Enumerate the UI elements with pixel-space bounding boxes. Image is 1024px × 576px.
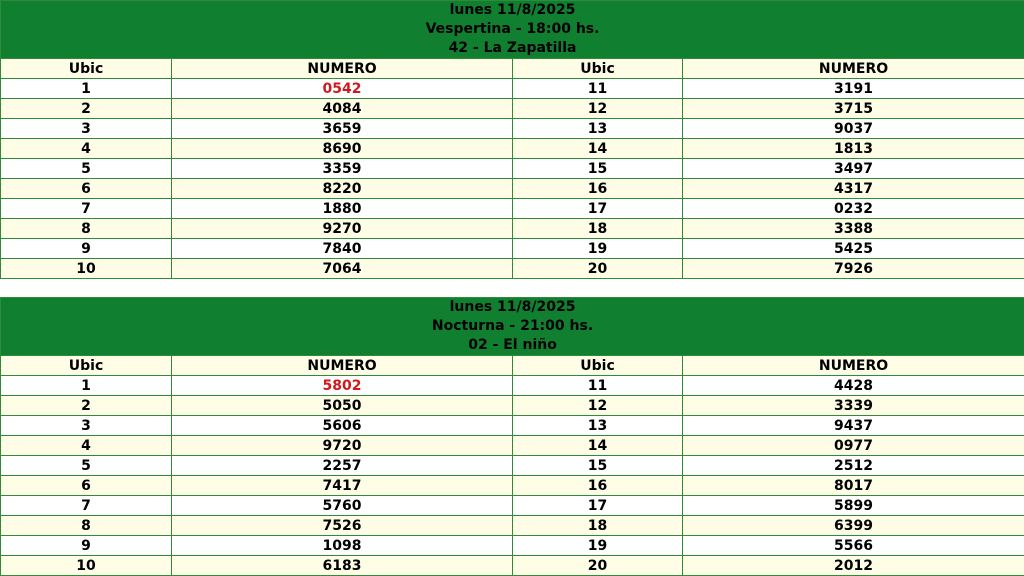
- col-ubic-right: Ubic: [513, 356, 683, 376]
- table-row: [1, 199, 1024, 219]
- numero-cell: 5425: [683, 239, 1024, 259]
- table-row: [1, 259, 1024, 279]
- numero-cell: 3388: [683, 219, 1024, 239]
- ubic-cell: 13: [513, 119, 683, 139]
- draw-date: lunes 11/8/2025: [1, 298, 1024, 317]
- numero-cell: 9720: [172, 436, 513, 456]
- column-header-row: [1, 59, 1024, 79]
- numero-cell: 9037: [683, 119, 1024, 139]
- draw-session: Nocturna - 21:00 hs.: [1, 317, 1024, 336]
- numero-cell: 6399: [683, 516, 1024, 536]
- numero-cell: 7417: [172, 476, 513, 496]
- ubic-cell: 14: [513, 436, 683, 456]
- numero-cell: 3359: [172, 159, 513, 179]
- ubic-cell: 5: [1, 456, 172, 476]
- ubic-cell: 7: [1, 496, 172, 516]
- ubic-cell: 10: [1, 556, 172, 576]
- numero-cell: 4317: [683, 179, 1024, 199]
- draw-header: [1, 298, 1024, 356]
- ubic-cell: 8: [1, 516, 172, 536]
- winning-number-cell: 5802: [172, 376, 513, 396]
- table-row: [1, 396, 1024, 416]
- numero-cell: 8220: [172, 179, 513, 199]
- numero-cell: 5050: [172, 396, 513, 416]
- ubic-cell: 15: [513, 159, 683, 179]
- ubic-cell: 19: [513, 536, 683, 556]
- numero-cell: 3715: [683, 99, 1024, 119]
- numero-cell: 3659: [172, 119, 513, 139]
- numero-cell: 1880: [172, 199, 513, 219]
- ubic-cell: 1: [1, 376, 172, 396]
- table-row: [1, 476, 1024, 496]
- numero-cell: 1098: [172, 536, 513, 556]
- ubic-cell: 5: [1, 159, 172, 179]
- numero-cell: 4084: [172, 99, 513, 119]
- numero-cell: 8690: [172, 139, 513, 159]
- table-row: [1, 179, 1024, 199]
- ubic-cell: 14: [513, 139, 683, 159]
- ubic-cell: 11: [513, 79, 683, 99]
- numero-cell: 3497: [683, 159, 1024, 179]
- ubic-cell: 1: [1, 79, 172, 99]
- numero-cell: 0977: [683, 436, 1024, 456]
- ubic-cell: 7: [1, 199, 172, 219]
- col-ubic-left: Ubic: [1, 356, 172, 376]
- draw-date: lunes 11/8/2025: [1, 1, 1024, 20]
- numero-cell: 2257: [172, 456, 513, 476]
- numero-cell: 0232: [683, 199, 1024, 219]
- numero-cell: 5566: [683, 536, 1024, 556]
- winning-number-cell: 0542: [172, 79, 513, 99]
- col-ubic-right: Ubic: [513, 59, 683, 79]
- col-numero-right: NUMERO: [683, 356, 1024, 376]
- ubic-cell: 11: [513, 376, 683, 396]
- numero-cell: 3339: [683, 396, 1024, 416]
- table-row: [1, 139, 1024, 159]
- table-row: [1, 456, 1024, 476]
- ubic-cell: 19: [513, 239, 683, 259]
- results-table: [0, 297, 1024, 576]
- table-row: [1, 536, 1024, 556]
- ubic-cell: 16: [513, 476, 683, 496]
- ubic-cell: 3: [1, 119, 172, 139]
- numero-cell: 1813: [683, 139, 1024, 159]
- ubic-cell: 6: [1, 476, 172, 496]
- numero-cell: 5606: [172, 416, 513, 436]
- draw-session: Vespertina - 18:00 hs.: [1, 20, 1024, 39]
- col-numero-left: NUMERO: [172, 59, 513, 79]
- ubic-cell: 4: [1, 436, 172, 456]
- ubic-cell: 12: [513, 99, 683, 119]
- ubic-cell: 15: [513, 456, 683, 476]
- table-row: [1, 416, 1024, 436]
- ubic-cell: 8: [1, 219, 172, 239]
- numero-cell: 8017: [683, 476, 1024, 496]
- ubic-cell: 17: [513, 199, 683, 219]
- table-row: [1, 436, 1024, 456]
- col-numero-right: NUMERO: [683, 59, 1024, 79]
- ubic-cell: 9: [1, 239, 172, 259]
- numero-cell: 7064: [172, 259, 513, 279]
- ubic-cell: 13: [513, 416, 683, 436]
- ubic-cell: 4: [1, 139, 172, 159]
- numero-cell: 9437: [683, 416, 1024, 436]
- ubic-cell: 6: [1, 179, 172, 199]
- ubic-cell: 2: [1, 99, 172, 119]
- ubic-cell: 20: [513, 556, 683, 576]
- numero-cell: 5899: [683, 496, 1024, 516]
- numero-cell: 3191: [683, 79, 1024, 99]
- numero-cell: 6183: [172, 556, 513, 576]
- ubic-cell: 18: [513, 516, 683, 536]
- draw-header: [1, 1, 1024, 59]
- ubic-cell: 18: [513, 219, 683, 239]
- ubic-cell: 12: [513, 396, 683, 416]
- ubic-cell: 20: [513, 259, 683, 279]
- col-numero-left: NUMERO: [172, 356, 513, 376]
- numero-cell: 7926: [683, 259, 1024, 279]
- table-row: [1, 79, 1024, 99]
- table-row: [1, 159, 1024, 179]
- table-row: [1, 119, 1024, 139]
- numero-cell: 4428: [683, 376, 1024, 396]
- ubic-cell: 3: [1, 416, 172, 436]
- table-row: [1, 496, 1024, 516]
- ubic-cell: 9: [1, 536, 172, 556]
- section-gap: [0, 279, 1024, 297]
- table-row: [1, 516, 1024, 536]
- table-row: [1, 219, 1024, 239]
- ubic-cell: 2: [1, 396, 172, 416]
- results-table: [0, 0, 1024, 279]
- ubic-cell: 10: [1, 259, 172, 279]
- table-row: [1, 556, 1024, 576]
- numero-cell: 5760: [172, 496, 513, 516]
- col-ubic-left: Ubic: [1, 59, 172, 79]
- table-row: [1, 239, 1024, 259]
- ubic-cell: 17: [513, 496, 683, 516]
- numero-cell: 7840: [172, 239, 513, 259]
- numero-cell: 9270: [172, 219, 513, 239]
- ubic-cell: 16: [513, 179, 683, 199]
- table-row: [1, 376, 1024, 396]
- draw-meaning: 42 - La Zapatilla: [1, 39, 1024, 58]
- numero-cell: 2512: [683, 456, 1024, 476]
- column-header-row: [1, 356, 1024, 376]
- numero-cell: 7526: [172, 516, 513, 536]
- table-row: [1, 99, 1024, 119]
- draw-meaning: 02 - El niño: [1, 336, 1024, 355]
- numero-cell: 2012: [683, 556, 1024, 576]
